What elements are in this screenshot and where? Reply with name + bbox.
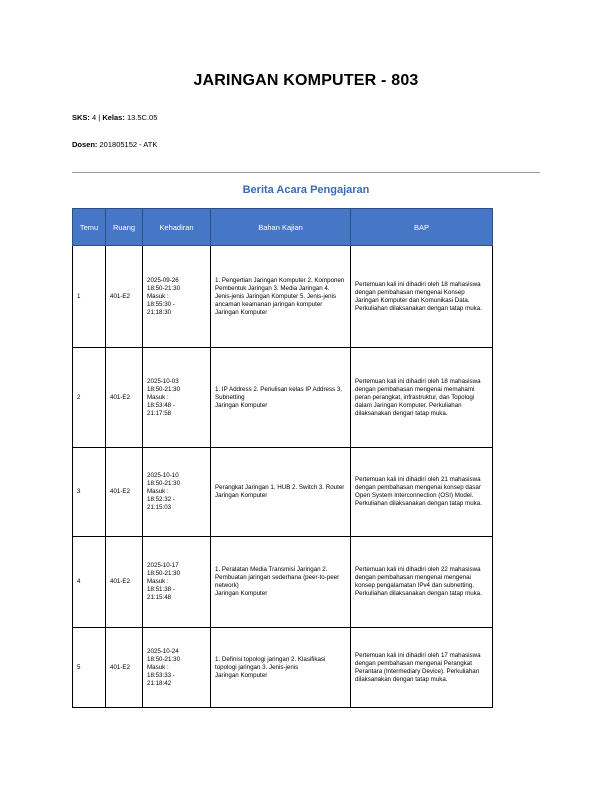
kehadiran-schedule: 18:50-21:30 <box>147 480 181 487</box>
header-ruang: Ruang <box>106 209 143 246</box>
temu-cell: 2 <box>73 348 106 448</box>
kehadiran-in: 18:53:33 - <box>147 671 175 679</box>
kehadiran-masuk-label: Masuk : <box>147 663 169 671</box>
kehadiran-date: 2025-10-24 <box>147 647 179 655</box>
bap-cell: Pertemuan kali ini dihadiri oleh 22 mahasiswa dengan pembahasan mengenai mengenai konsep pengalamatan IPv4 dan subnetting. Perkuliahan dilaksanakan dengan tatap muka. <box>351 537 493 628</box>
kehadiran-cell <box>143 348 211 448</box>
header-kehadiran: Kehadiran <box>143 209 211 246</box>
kehadiran-out: 21:17:58 <box>147 409 172 417</box>
header-bap: BAP <box>351 209 493 246</box>
kehadiran-out: 21:18:42 <box>147 679 172 687</box>
bap-cell: Pertemuan kali ini dihadiri oleh 18 mahasiswa dengan pembahasan mengenai memahami peran perangkat, infrastruktur, dan Topologi dalam Jaringan Komputer. Perkuliahan dilaksanakan dengan tatap muka. <box>351 348 493 448</box>
kehadiran-date: 2025-10-10 <box>147 472 179 479</box>
kehadiran-out: 21:15:48 <box>147 594 172 601</box>
bahan-kajian-cell <box>211 537 351 628</box>
kehadiran-masuk-label: Masuk : <box>147 393 169 401</box>
section-title: Berita Acara Pengajaran <box>242 184 370 196</box>
bap-cell: Pertemuan kali ini dihadiri oleh 18 mahasiswa dengan pembahasan mengenai Konsep Jaringan Komputer dan Komunikasi Data. Perkuliahan dilaksanakan dengan tatap muka. <box>351 246 493 348</box>
bap-cell: Pertemuan kali ini dihadiri oleh 21 mahasiswa dengan pembahasan mengenai konsep dasar Open System Interconnection (OSI) Model. Perkuliahan dilaksanakan dengan tatap muka. <box>351 448 493 537</box>
ruang-cell: 401-E2 <box>106 246 143 348</box>
kehadiran-masuk-label: Masuk : <box>147 292 169 300</box>
kehadiran-schedule: 18:50-21:30 <box>147 284 181 292</box>
table-row <box>73 448 493 537</box>
kehadiran-in: 18:51:38 - <box>147 586 175 593</box>
ruang-cell: 401-E2 <box>106 537 143 628</box>
meta-separator: | <box>98 113 103 122</box>
bahan-kajian-tag: Jaringan Komputer <box>215 308 268 316</box>
bahan-kajian-text: 1. Peralatan Media Transmisi Jaringan 2. Pembuatan jaringan sederhana (peer-to-peer network) <box>215 566 340 589</box>
temu-cell: 5 <box>73 628 106 708</box>
bahan-kajian-text: Perangkat Jaringan 1. HUB 2. Switch 3. Router <box>215 484 345 491</box>
bahan-kajian-tag: Jaringan Komputer <box>215 590 268 597</box>
bap-cell: Pertemuan kali ini dihadiri oleh 17 mahasiswa dengan pembahasan mengenai Perangkat Perantara (Intermediary Device). Perkuliahan dilaksanakan dengan tatap muka. <box>351 628 493 708</box>
kehadiran-in: 18:55:30 - <box>147 300 175 308</box>
header-bahan-kajian: Bahan Kajian <box>211 209 351 246</box>
bahan-kajian-text: 1. IP Address 2. Penulisan kelas IP Address 3. Subnetting <box>215 385 343 401</box>
table-header-row <box>73 209 493 246</box>
bahan-kajian-text: 1. Pengertian Jaringan Komputer 2. Komponen Pembentuk Jaringan 3. Media Jaringan 4. Jenis-jenis Jaringan Komputer 5. Jenis-jenis ancaman keamanan jaringan komputer <box>215 276 345 308</box>
sks-value: 4 <box>92 113 97 122</box>
document-title: JARINGAN KOMPUTER - 803 <box>193 72 419 89</box>
dosen-value: 201805152 - ATK <box>99 140 158 149</box>
kehadiran-date: 2025-10-03 <box>147 377 179 385</box>
ruang-cell: 401-E2 <box>106 448 143 537</box>
bahan-kajian-cell <box>211 246 351 348</box>
lecturer-meta <box>72 140 157 149</box>
bahan-kajian-tag: Jaringan Komputer <box>215 492 268 499</box>
kehadiran-schedule: 18:50-21:30 <box>147 655 181 663</box>
bahan-kajian-cell <box>211 448 351 537</box>
kehadiran-cell <box>143 448 211 537</box>
dosen-label: Dosen: <box>72 140 98 149</box>
temu-cell: 1 <box>73 246 106 348</box>
course-meta <box>72 113 157 122</box>
kehadiran-cell <box>143 628 211 708</box>
kehadiran-date: 2025-09-26 <box>147 276 179 284</box>
bahan-kajian-tag: Jaringan Komputer <box>215 401 268 409</box>
table-row <box>73 246 493 348</box>
bahan-kajian-text: 1. Definisi topologi jaringan 2. Klasifikasi topologi jaringan 3. Jenis-jenis <box>215 655 326 671</box>
bap-table <box>72 208 493 708</box>
kelas-value: 13.5C.05 <box>126 113 158 122</box>
sks-label: SKS: <box>72 113 90 122</box>
table-row <box>73 628 493 708</box>
kelas-label: Kelas: <box>102 113 125 122</box>
table-row <box>73 537 493 628</box>
bahan-kajian-tag: Jaringan Komputer <box>215 671 268 679</box>
bahan-kajian-cell <box>211 628 351 708</box>
kehadiran-in: 18:53:48 - <box>147 401 175 409</box>
kehadiran-cell <box>143 246 211 348</box>
kehadiran-cell <box>143 537 211 628</box>
kehadiran-out: 21:15:03 <box>147 504 172 511</box>
bahan-kajian-cell <box>211 348 351 448</box>
kehadiran-schedule: 18:50-21:30 <box>147 385 181 393</box>
kehadiran-out: 21:18:30 <box>147 308 172 316</box>
ruang-cell: 401-E2 <box>106 348 143 448</box>
divider <box>72 172 540 173</box>
kehadiran-masuk-label: Masuk : <box>147 488 169 495</box>
kehadiran-in: 18:52:32 - <box>147 496 175 503</box>
ruang-cell: 401-E2 <box>106 628 143 708</box>
temu-cell: 3 <box>73 448 106 537</box>
table-row <box>73 348 493 448</box>
kehadiran-date: 2025-10-17 <box>147 562 179 569</box>
temu-cell: 4 <box>73 537 106 628</box>
kehadiran-masuk-label: Masuk : <box>147 578 169 585</box>
kehadiran-schedule: 18:50-21:30 <box>147 570 181 577</box>
header-temu: Temu <box>73 209 106 246</box>
